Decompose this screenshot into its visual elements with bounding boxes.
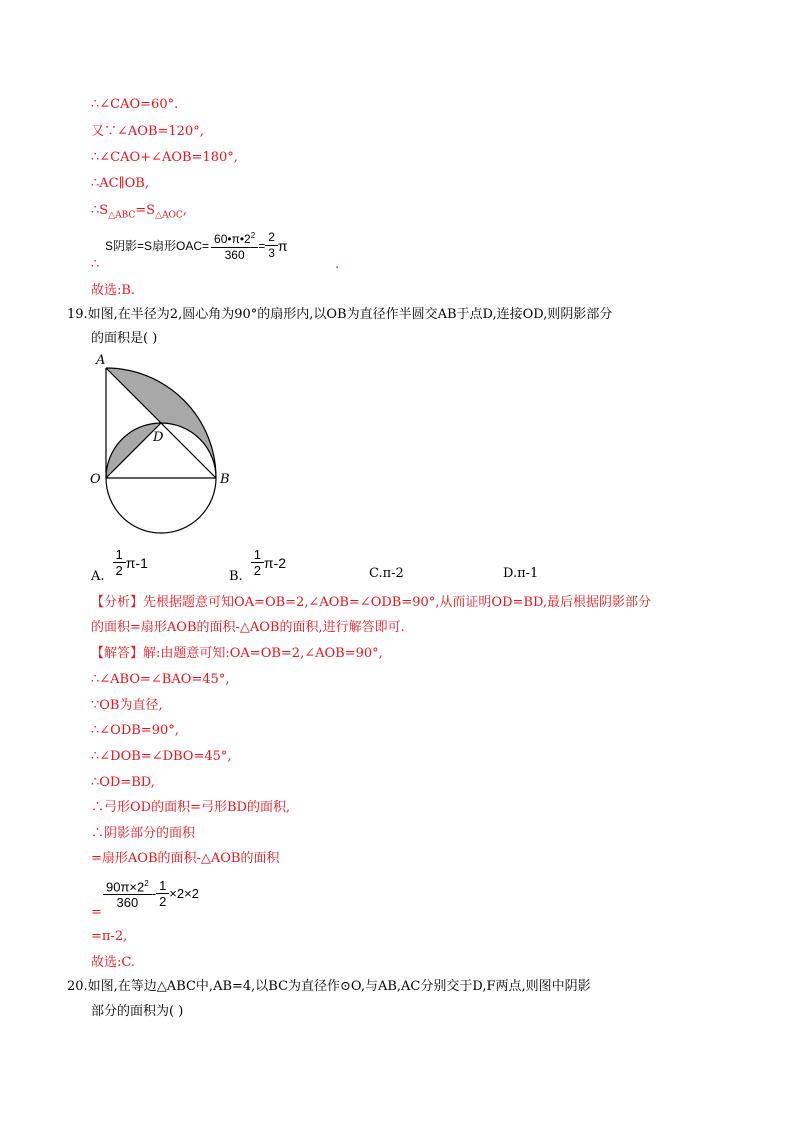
solution-line-10-eq: = bbox=[91, 905, 102, 920]
solution-line-9: =扇形AOB的面积-△AOB的面积 bbox=[91, 851, 280, 866]
prev-line-1: ∴∠CAO=60°. bbox=[91, 97, 179, 112]
prev-line-3: ∴∠CAO+∠AOB=180°, bbox=[91, 150, 238, 165]
analysis-line-2: 的面积=扇形AOB的面积-△AOB的面积,进行解答即可. bbox=[91, 620, 405, 635]
prev-line-6-therefore: ∴ bbox=[91, 257, 100, 272]
solution-line-6: ∴OD=BD, bbox=[91, 775, 155, 790]
q19-figure bbox=[86, 350, 246, 550]
q19-line-1: 19.如图,在半径为2,圆心角为90°的扇形内,以OB为直径作半圆交AB于点D,连接OD,则阴影部分 bbox=[67, 307, 613, 322]
solution-line-7: ∴弓形OD的面积=弓形BD的面积, bbox=[91, 800, 291, 815]
solution-line-1: 【解答】解:由题意可知:OA=OB=2,∠AOB=90°, bbox=[91, 646, 383, 661]
analysis-line-1: 【分析】先根据题意可知OA=OB=2,∠AOB=∠ODB=90°,从而证明OD=BD,最后根据阴影部分 bbox=[91, 595, 652, 610]
solution-line-11: =π-2, bbox=[91, 929, 128, 944]
prev-line-2: 又∵∠AOB=120°, bbox=[91, 124, 204, 139]
q20-line-2: 部分的面积为( ) bbox=[91, 1004, 184, 1019]
label-a: A bbox=[96, 353, 106, 368]
option-b[interactable]: B. $\frac{1}{2}$ π-2 bbox=[229, 547, 287, 584]
q20-line-1: 20.如图,在等边△ABC中,AB=4,以BC为直径作⊙O,与AB,AC分别交于D,F两点,则图中阴影 bbox=[67, 979, 591, 994]
solution-line-2: ∴∠ABO=∠BAO=45°, bbox=[91, 672, 230, 687]
solution-line-8: ∴阴影部分的面积 bbox=[91, 826, 196, 841]
solution-line-3: ∵OB为直径, bbox=[91, 698, 163, 713]
option-d[interactable]: D.π-1 bbox=[503, 566, 539, 581]
prev-line-4: ∴AC∥OB, bbox=[91, 176, 149, 191]
prev-line-6-dot: . bbox=[335, 257, 340, 272]
solution-line-5: ∴∠DOB=∠DBO=45°, bbox=[91, 749, 232, 764]
solution-formula: $\frac{90\pi\times 2^2}{360}$ - $\frac{1}{2}$ ×2×2 bbox=[103, 876, 199, 910]
solution-line-4: ∴∠ODB=90°, bbox=[91, 723, 179, 738]
label-d: D bbox=[153, 430, 164, 445]
option-a[interactable]: A. $\frac{1}{2}$ π-1 bbox=[91, 547, 148, 584]
solution-answer: 故选:C. bbox=[91, 955, 135, 970]
label-o: O bbox=[90, 472, 101, 487]
q19-line-2: 的面积是( ) bbox=[91, 331, 158, 346]
option-c[interactable]: C.π-2 bbox=[369, 566, 404, 581]
prev-line-5: $\therefore S_{\triangle ABC}=S_{\triangle AOC}$, bbox=[91, 203, 187, 221]
prev-answer: 故选:B. bbox=[91, 283, 136, 298]
prev-formula: S阴影=S扇形OAC= $\frac{60•\pi•2^2}{360}$ = $\frac{2}{3}$ π bbox=[105, 230, 288, 262]
label-b: B bbox=[220, 472, 230, 487]
